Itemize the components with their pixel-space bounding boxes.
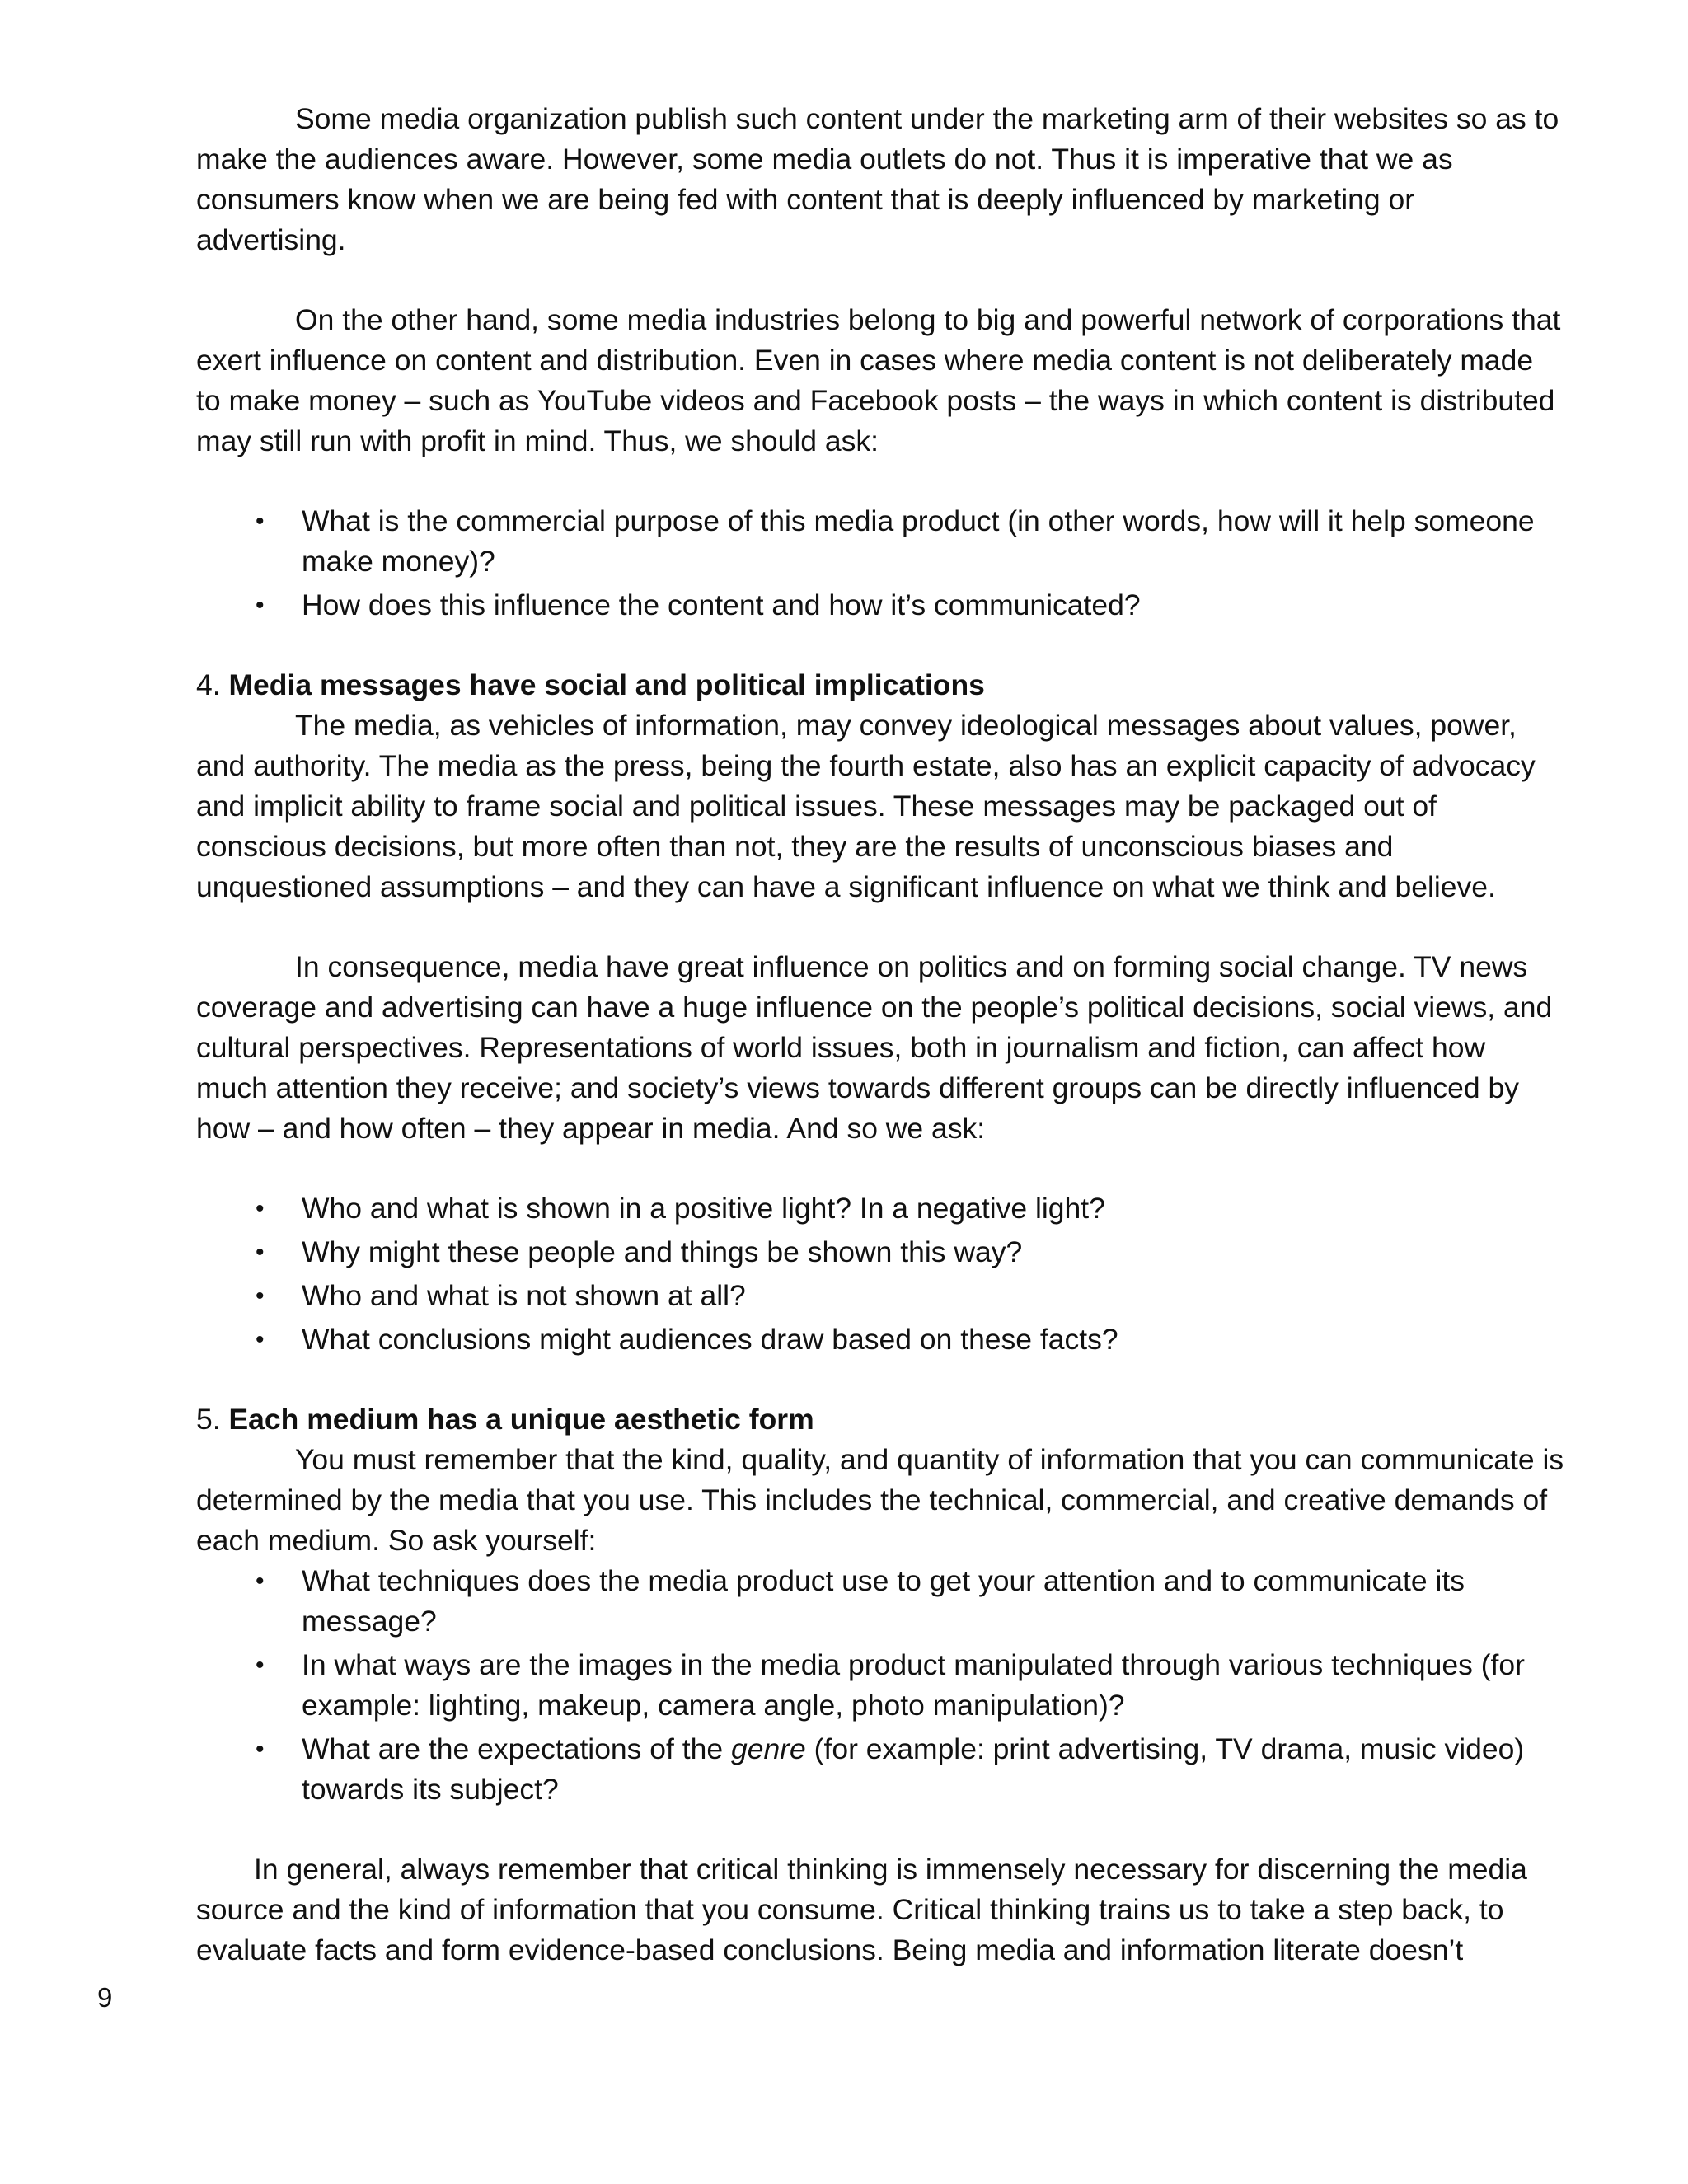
- bullet-icon: •: [256, 1652, 265, 1679]
- paragraph-medium: You must remember that the kind, quality, and quantity of information that you can communicate is determined by the media that you use. This includes the technical, commercial, and creative demands of each medium. So ask yourself:: [196, 1443, 1564, 1557]
- bullet-icon: •: [256, 1736, 265, 1763]
- bullet-icon: •: [256, 1195, 265, 1222]
- bullet-list-commercial: [196, 501, 1564, 626]
- list-item: • Why might these people and things be shown this way?: [196, 1232, 1564, 1272]
- paragraph-marketing: Some media organization publish such content under the marketing arm of their websites so as to make the audiences aware. However, some media outlets do not. Thus it is imperative that we as consumers know when we are being fed with content that is deeply influenced by marketing or advertising.: [196, 102, 1559, 256]
- bullet-list-aesthetic: [196, 1561, 1564, 1810]
- section-heading-5: 5. Each medium has a unique aesthetic form: [196, 1403, 814, 1436]
- document-page: [196, 99, 1564, 1971]
- list-item: • What is the commercial purpose of this media product (in other words, how will it help someone make money)?: [196, 501, 1564, 582]
- list-item: • What techniques does the media product use to get your attention and to communicate its message?: [196, 1561, 1564, 1642]
- paragraph-ideological: The media, as vehicles of information, may convey ideological messages about values, power, and authority. The media as the press, being the fourth estate, also has an explicit capacity of advocacy and implicit ability to frame social and political issues. These messages may be packaged out of conscious decisions, but more often than not, they are the results of unconscious biases and unquestioned assumptions – and they can have a significant influence on what we think and believe.: [196, 709, 1536, 903]
- paragraph-corporations: On the other hand, some media industries belong to big and powerful network of corporations that exert influence on content and distribution. Even in cases where media content is not deliberately made to make money – such as YouTube videos and Facebook posts – the ways in which content is distributed may still run with profit in mind. Thus, we should ask:: [196, 303, 1561, 457]
- genre-emphasis: genre: [730, 1732, 806, 1765]
- bullet-icon: •: [256, 1282, 265, 1310]
- list-item: • Who and what is not shown at all?: [196, 1276, 1564, 1316]
- bullet-icon: •: [256, 1568, 265, 1595]
- paragraph-closing: In general, always remember that critical thinking is immensely necessary for discerning the media source and the kind of information that you consume. Critical thinking trains us to take a step back, to evaluate facts and form evidence-based conclusions. Being media and information literate doesn’t: [196, 1853, 1527, 1966]
- list-item: • What are the expectations of the genre (for example: print advertising, TV drama, music video) towards its subject?: [196, 1729, 1564, 1810]
- list-item: • What conclusions might audiences draw based on these facts?: [196, 1319, 1564, 1360]
- bullet-icon: •: [256, 592, 265, 619]
- list-item: • In what ways are the images in the media product manipulated through various techniques (for example: lighting, makeup, camera angle, photo manipulation)?: [196, 1645, 1564, 1726]
- paragraph-consequence: In consequence, media have great influence on politics and on forming social change. TV news coverage and advertising can have a huge influence on the people’s political decisions, social views, and cultural perspectives. Representations of world issues, both in journalism and fiction, can affect how much attention they receive; and society’s views towards different groups can be directly influenced by how – and how often – they appear in media. And so we ask:: [196, 950, 1553, 1145]
- bullet-icon: •: [256, 1326, 265, 1353]
- bullet-icon: •: [256, 508, 265, 535]
- list-item: • How does this influence the content and how it’s communicated?: [196, 585, 1564, 626]
- bullet-icon: •: [256, 1239, 265, 1266]
- bullet-list-representation: [196, 1188, 1564, 1360]
- page-number: 9: [97, 1982, 113, 2013]
- section-heading-4: 4. Media messages have social and political implications: [196, 668, 985, 701]
- list-item: • Who and what is shown in a positive light? In a negative light?: [196, 1188, 1564, 1229]
